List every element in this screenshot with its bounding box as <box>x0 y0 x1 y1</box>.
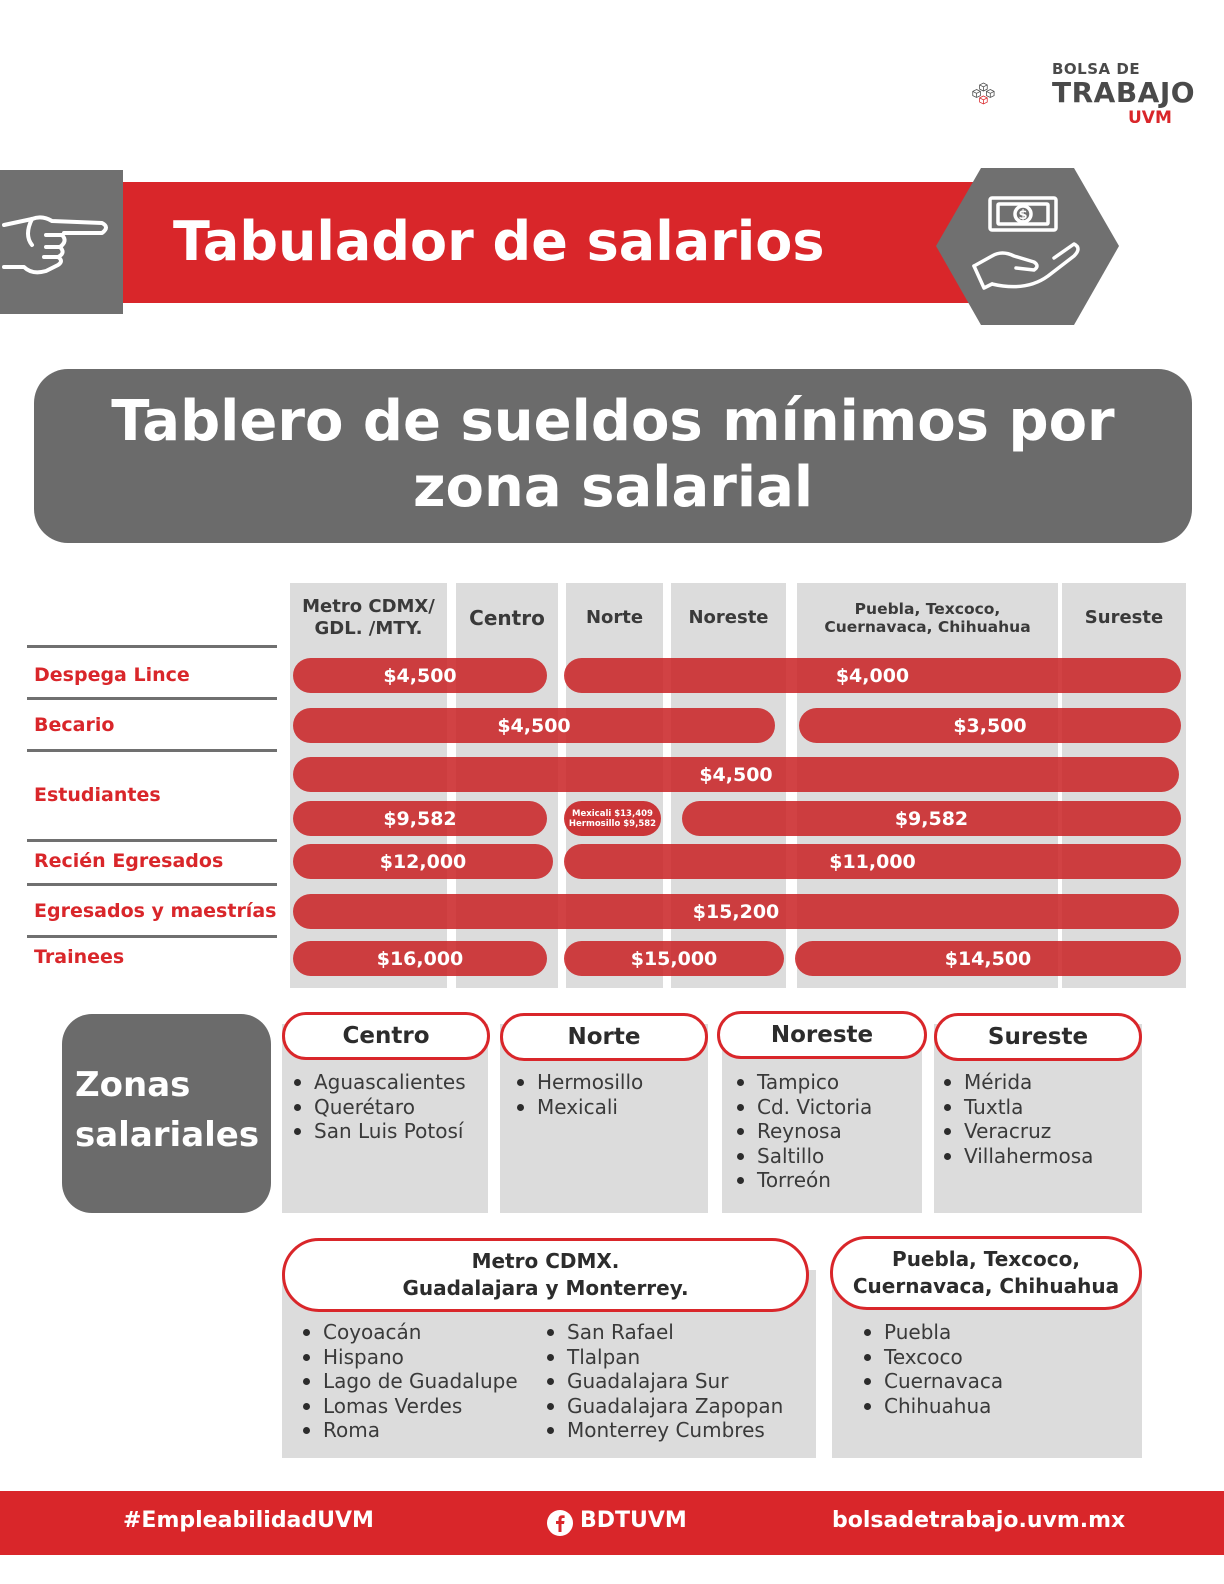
list-item: Guadalajara Zapopan <box>543 1394 783 1419</box>
zone-header-puebla-line2: Cuernavaca, Chihuahua <box>852 1274 1120 1298</box>
list-item: Reynosa <box>733 1119 872 1144</box>
column-header-noreste: Noreste <box>688 607 769 628</box>
salary-pill: $3,500 <box>799 708 1181 743</box>
list-item: Chihuahua <box>860 1394 1003 1419</box>
list-item: Roma <box>299 1418 518 1443</box>
salary-pill: $4,000 <box>564 658 1181 693</box>
footer-hashtag[interactable]: #EmpleabilidadUVM <box>123 1508 374 1533</box>
row-label-estudiantes: Estudiantes <box>34 784 161 806</box>
zone-header-metro <box>282 1238 809 1312</box>
footer-website[interactable]: bolsadetrabajo.uvm.mx <box>832 1508 1126 1533</box>
money-hand-icon <box>936 168 1119 325</box>
list-item: Saltillo <box>733 1144 872 1169</box>
salary-pill: $4,500 <box>293 658 547 693</box>
zone-list-norte <box>513 1070 643 1119</box>
facebook-icon[interactable] <box>546 1509 574 1537</box>
list-item: Coyoacán <box>299 1320 518 1345</box>
salary-pill: $12,000 <box>293 844 553 879</box>
list-item: Hermosillo <box>513 1070 643 1095</box>
salary-pill: $4,500 <box>293 757 1179 792</box>
row-divider <box>27 697 277 700</box>
salary-pill: $11,000 <box>564 844 1181 879</box>
zone-header-centro: Centro <box>282 1012 490 1060</box>
column-header-centro: Centro <box>469 606 545 630</box>
list-item: Tlalpan <box>543 1345 783 1370</box>
salary-pill-norte-split <box>564 801 661 836</box>
column-header-puebla <box>797 583 1058 653</box>
zone-header-puebla-line1: Puebla, Texcoco, <box>892 1247 1080 1271</box>
main-title-line2: zona salarial <box>412 455 814 520</box>
list-item: Villahermosa <box>940 1144 1093 1169</box>
salary-mexicali: Mexicali $13,409 <box>572 808 653 819</box>
list-item: San Luis Potosí <box>290 1119 466 1144</box>
zone-header-sureste: Sureste <box>934 1013 1142 1061</box>
zone-header-norte: Norte <box>500 1013 708 1061</box>
list-item: Torreón <box>733 1168 872 1193</box>
list-item: Lomas Verdes <box>299 1394 518 1419</box>
salary-pill: $9,582 <box>682 801 1181 836</box>
zonas-title-line1: Zonas <box>75 1065 191 1105</box>
salary-pill: $15,000 <box>564 941 784 976</box>
row-divider <box>27 839 277 842</box>
list-item: San Rafael <box>543 1320 783 1345</box>
zone-header-metro-line1: Metro CDMX. <box>471 1249 620 1273</box>
column-header-puebla-line1: Puebla, Texcoco, <box>854 600 1001 618</box>
zone-header-metro-line2: Guadalajara y Monterrey. <box>402 1276 689 1300</box>
list-item: Aguascalientes <box>290 1070 466 1095</box>
row-label-despega-lince: Despega Lince <box>34 664 190 686</box>
zone-list-noreste <box>733 1070 872 1193</box>
list-item: Mérida <box>940 1070 1093 1095</box>
zone-list-metro-left <box>299 1320 518 1443</box>
list-item: Tampico <box>733 1070 872 1095</box>
zonas-title <box>75 1060 259 1160</box>
zone-header-puebla <box>830 1236 1142 1310</box>
column-header-norte: Norte <box>585 607 644 628</box>
list-item: Cuernavaca <box>860 1369 1003 1394</box>
list-item: Querétaro <box>290 1095 466 1120</box>
list-item: Guadalajara Sur <box>543 1369 783 1394</box>
logo-line3: UVM <box>1128 108 1172 128</box>
list-item: Veracruz <box>940 1119 1093 1144</box>
salary-pill: $9,582 <box>293 801 547 836</box>
list-item: Hispano <box>299 1345 518 1370</box>
row-divider <box>27 935 277 938</box>
logo-line2: TRABAJO <box>1052 76 1196 109</box>
column-header-puebla-line2: Cuernavaca, Chihuahua <box>824 618 1031 636</box>
column-header-sureste: Sureste <box>1084 607 1164 628</box>
zone-list-centro <box>290 1070 466 1144</box>
list-item: Cd. Victoria <box>733 1095 872 1120</box>
salary-pill: $14,500 <box>795 941 1181 976</box>
row-divider <box>27 645 277 648</box>
column-header-metro-line1: Metro CDMX/ <box>302 596 435 617</box>
row-label-becario: Becario <box>34 714 115 736</box>
row-label-recien-egresados: Recién Egresados <box>34 850 224 872</box>
list-item: Monterrey Cumbres <box>543 1418 783 1443</box>
list-item: Puebla <box>860 1320 1003 1345</box>
row-divider <box>27 749 277 752</box>
column-header-metro <box>290 583 447 653</box>
cubes-logo-icon <box>972 56 1052 131</box>
row-divider <box>27 883 277 886</box>
salary-pill: $15,200 <box>293 894 1179 929</box>
list-item: Tuxtla <box>940 1095 1093 1120</box>
salary-hermosillo: Hermosillo $9,582 <box>568 818 657 829</box>
svg-text:$: $ <box>1018 208 1028 223</box>
logo-line1: BOLSA DE <box>1052 60 1141 78</box>
zone-list-sureste <box>940 1070 1093 1168</box>
zone-header-noreste: Noreste <box>717 1011 927 1059</box>
pointing-hand-icon <box>2 205 112 285</box>
salary-pill: $16,000 <box>293 941 547 976</box>
salary-pill: $4,500 <box>293 708 775 743</box>
main-title-line1: Tablero de sueldos mínimos por <box>111 389 1115 454</box>
zone-list-metro-right <box>543 1320 783 1443</box>
list-item: Mexicali <box>513 1095 643 1120</box>
list-item: Lago de Guadalupe <box>299 1369 518 1394</box>
zonas-title-line2: salariales <box>75 1115 260 1155</box>
footer-facebook[interactable]: BDTUVM <box>580 1508 687 1533</box>
row-label-trainees: Trainees <box>34 946 125 968</box>
main-title <box>34 389 1192 521</box>
list-item: Texcoco <box>860 1345 1003 1370</box>
column-header-metro-line2: GDL. /MTY. <box>314 618 423 639</box>
header-title: Tabulador de salarios <box>173 210 825 273</box>
zone-list-puebla <box>860 1320 1003 1418</box>
row-label-egresados-maestrias: Egresados y maestrías <box>34 900 277 922</box>
